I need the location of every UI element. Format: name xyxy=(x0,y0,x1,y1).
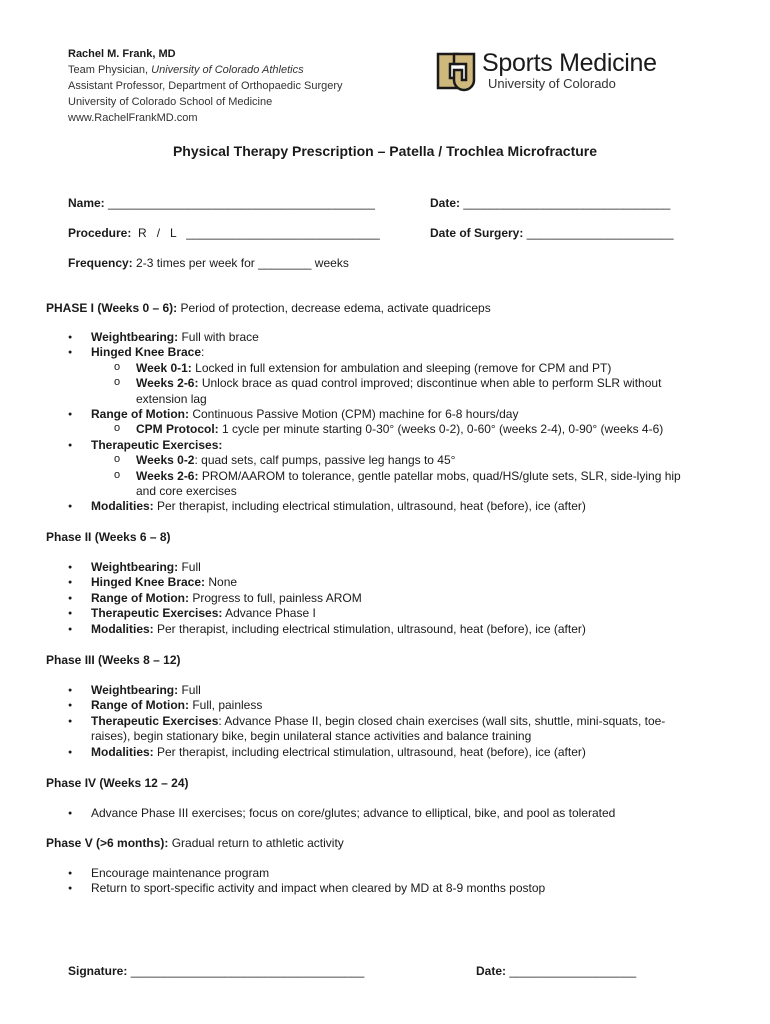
date-field[interactable]: Date: _______________________________ xyxy=(430,196,671,210)
list-item: ● Range of Motion: Full, painless xyxy=(0,698,701,713)
page-title: Physical Therapy Prescription – Patella / Trochlea Microfracture xyxy=(172,143,598,159)
sub-list-item: o Week 0-1: Locked in full extension for ambulation and sleeping (remove for CPM and PT) xyxy=(91,361,691,376)
list-item: ● Therapeutic Exercises: Advance Phase II, begin closed chain exercises (wall sits, shuttle, mini-squats, toe-raises), begin stationary bike, begin unilateral stance activities and balance training xyxy=(0,714,701,745)
physician-department: Assistant Professor, Department of Orthopaedic Surgery xyxy=(68,80,343,92)
list-item: ● Hinged Knee Brace: None xyxy=(0,575,701,590)
name-field[interactable]: Name: ________________________________________ xyxy=(68,196,375,210)
list-item: ● Weightbearing: Full xyxy=(0,560,701,575)
logo-title: Sports Medicine xyxy=(482,49,657,77)
footer-date-field[interactable]: Date: ___________________ xyxy=(476,964,637,978)
phase4-list xyxy=(0,806,701,821)
phase5-heading: Phase V (>6 months): Gradual return to athletic activity xyxy=(46,836,344,850)
list-item: ● Range of Motion: Progress to full, painless AROM xyxy=(0,591,701,606)
signature-field[interactable]: Signature: ___________________________________ xyxy=(68,964,365,978)
phase3-list xyxy=(0,683,701,760)
list-item: ● Weightbearing: Full with brace xyxy=(0,330,701,345)
procedure-field[interactable]: Procedure: R / L _____________________________ xyxy=(68,226,380,240)
physician-header xyxy=(68,46,343,126)
list-item: ● Weightbearing: Full xyxy=(0,683,701,698)
list-item: ● Therapeutic Exercises: o Weeks 0-2: quad sets, calf pumps, passive leg hangs to 45° o Weeks 2-6: PROM/AAROM to tolerance, gentle patellar mobs, quad/HS/glute sets, SLR, side-lying hip and core exercises xyxy=(0,438,701,500)
physician-name: Rachel M. Frank, MD xyxy=(68,48,176,60)
phase4-heading: Phase IV (Weeks 12 – 24) xyxy=(46,776,189,790)
cu-logo-icon xyxy=(436,50,476,92)
list-item: ● Modalities: Per therapist, including electrical stimulation, ultrasound, heat (before), ice (after) xyxy=(0,622,701,637)
phase1-heading: PHASE I (Weeks 0 – 6): Period of protection, decrease edema, activate quadriceps xyxy=(46,301,491,315)
list-item: ● Modalities: Per therapist, including electrical stimulation, ultrasound, heat (before), ice (after) xyxy=(0,745,701,760)
sub-list-item: o Weeks 2-6: Unlock brace as quad control improved; discontinue when able to perform SLR without extension lag xyxy=(91,376,691,407)
surgery-date-field[interactable]: Date of Surgery: ______________________ xyxy=(430,226,674,240)
physician-school: University of Colorado School of Medicine xyxy=(68,96,273,108)
phase1-list xyxy=(0,330,701,515)
list-item: ● Encourage maintenance program xyxy=(0,866,701,881)
list-item: ● Therapeutic Exercises: Advance Phase I xyxy=(0,606,701,621)
phase2-heading: Phase II (Weeks 6 – 8) xyxy=(46,530,171,544)
phase2-list xyxy=(0,560,701,637)
sub-list-item: o CPM Protocol: 1 cycle per minute starting 0-30° (weeks 0-2), 0-60° (weeks 2-4), 0-90° (weeks 4-6) xyxy=(91,422,691,437)
logo-subtitle: University of Colorado xyxy=(488,76,616,91)
list-item: ● Range of Motion: Continuous Passive Motion (CPM) machine for 6-8 hours/day o CPM Protocol: 1 cycle per minute starting 0-30° (weeks 0-2), 0-60° (weeks 2-4), 0-90° (weeks 4-6) xyxy=(0,407,701,438)
physician-title: Team Physician, University of Colorado Athletics xyxy=(68,64,304,76)
list-item: ● Modalities: Per therapist, including electrical stimulation, ultrasound, heat (before), ice (after) xyxy=(0,499,701,514)
physician-website[interactable]: www.RachelFrankMD.com xyxy=(68,112,198,124)
sub-list-item: o Weeks 2-6: PROM/AAROM to tolerance, gentle patellar mobs, quad/HS/glute sets, SLR, side-lying hip and core exercises xyxy=(91,469,691,500)
sports-medicine-logo xyxy=(436,48,696,94)
list-item: ● Return to sport-specific activity and impact when cleared by MD at 8-9 months postop xyxy=(0,881,701,896)
list-item: ● Advance Phase III exercises; focus on core/glutes; advance to elliptical, bike, and pool as tolerated xyxy=(0,806,701,821)
list-item: ● Hinged Knee Brace: o Week 0-1: Locked in full extension for ambulation and sleeping (remove for CPM and PT) o Weeks 2-6: Unlock brace as quad control improved; discontinue when able to perform SLR without extension lag xyxy=(0,345,701,407)
phase5-list xyxy=(0,866,701,897)
phase3-heading: Phase III (Weeks 8 – 12) xyxy=(46,653,181,667)
frequency-field[interactable]: Frequency: 2-3 times per week for ________ weeks xyxy=(68,256,349,270)
sub-list-item: o Weeks 0-2: quad sets, calf pumps, passive leg hangs to 45° xyxy=(91,453,691,468)
